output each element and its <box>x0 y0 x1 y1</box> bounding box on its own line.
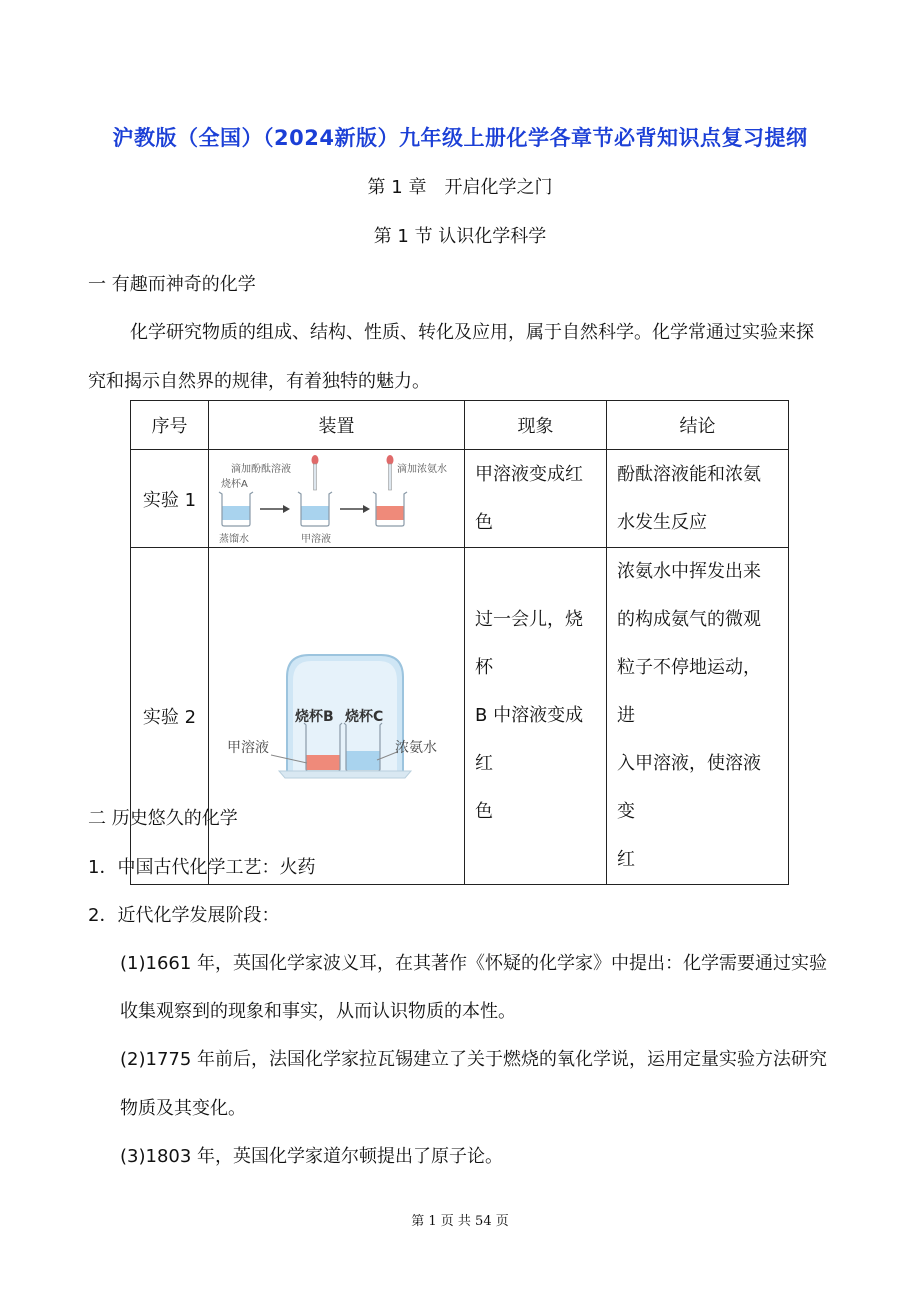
row2-conclusion-line: 浓氨水中挥发出来 <box>617 561 761 582</box>
page-footer: 第 1 页 共 54 页 <box>411 1214 509 1229</box>
row1-conclusion-line: 水发生反应 <box>617 511 707 533</box>
paragraph-1-line-2: 究和揭示自然界的规律，有着独特的魅力。 <box>88 371 430 392</box>
label-distilled-water: 蒸馏水 <box>219 534 249 545</box>
row1-phenomenon-line: 色 <box>475 511 493 533</box>
table-row <box>131 450 789 548</box>
sub-item-3: (3)1803 年，英国化学家道尔顿提出了原子论。 <box>120 1146 504 1167</box>
row1-phenomenon <box>465 450 607 548</box>
row2-conclusion <box>607 548 789 885</box>
label-solution-a: 甲溶液 <box>301 534 331 545</box>
label-beaker-c: 烧杯C <box>345 708 384 725</box>
label-beaker-b: 烧杯B <box>295 708 334 725</box>
heading-1: 一 有趣而神奇的化学 <box>88 274 256 295</box>
row2-conclusion-line: 红 <box>617 849 635 870</box>
row2-conclusion-line: 的构成氨气的微观 <box>617 609 761 630</box>
row2-phenomenon-line: 色 <box>475 801 493 822</box>
document-title: 沪教版（全国）（2024新版）九年级上册化学各章节必背知识点复习提纲 <box>112 126 808 150</box>
list-item: 2．近代化学发展阶段： <box>88 905 280 926</box>
row2-conclusion-line: 入甲溶液，使溶液变 <box>617 753 761 822</box>
heading-2: 二 历史悠久的化学 <box>88 808 238 829</box>
chapter-title: 第 1 章 开启化学之门 <box>367 177 553 198</box>
label-drop-phenolphthalein: 滴加酚酞溶液 <box>231 464 291 475</box>
sub-item-1-line-2: 收集观察到的现象和事实，从而认识物质的本性。 <box>120 1001 516 1022</box>
table-header-row <box>131 401 789 450</box>
label-drop-ammonia: 滴加浓氨水 <box>397 464 447 475</box>
label-solution-a: 甲溶液 <box>227 739 269 756</box>
beaker-3-icon <box>373 492 407 526</box>
list-item: 1．中国古代化学工艺：火药 <box>88 857 316 878</box>
label-beaker-a: 烧杯A <box>221 479 248 490</box>
dropper-icon-2 <box>387 455 394 490</box>
row2-phenomenon-line: B 中溶液变成红 <box>475 705 584 774</box>
beaker-2-icon <box>298 492 332 526</box>
row2-conclusion-line: 粒子不停地运动，进 <box>617 657 761 726</box>
table-row <box>131 548 789 885</box>
experiment-2-figure <box>209 595 464 838</box>
section-title: 第 1 节 认识化学科学 <box>373 226 547 247</box>
sub-item-2-line-2: 物质及其变化。 <box>120 1098 246 1119</box>
row1-seq: 实验 1 <box>131 450 209 548</box>
header-device: 装置 <box>209 401 465 450</box>
header-conclusion: 结论 <box>607 401 789 450</box>
row2-phenomenon-line: 过一会儿，烧杯 <box>475 609 583 678</box>
label-ammonia-water: 浓氨水 <box>395 739 437 756</box>
row1-conclusion-line: 酚酞溶液能和浓氨 <box>617 463 761 485</box>
row2-phenomenon <box>465 548 607 885</box>
paragraph-1-line-1: 化学研究物质的组成、结构、性质、转化及应用，属于自然科学。化学常通过实验来探 <box>130 322 814 343</box>
header-phenomenon: 现象 <box>465 401 607 450</box>
header-seq: 序号 <box>131 401 209 450</box>
arrow-icon-2 <box>340 505 370 513</box>
arrow-icon-1 <box>260 505 290 513</box>
sub-item-1-line-1: (1)1661 年，英国化学家波义耳，在其著作《怀疑的化学家》中提出：化学需要通过实验 <box>120 953 828 974</box>
sub-item-2-line-1: (2)1775 年前后，法国化学家拉瓦锡建立了关于燃烧的氧化学说，运用定量实验方法研究 <box>120 1049 828 1070</box>
experiment-1-figure <box>209 450 464 547</box>
row2-device <box>209 548 465 885</box>
row1-conclusion <box>607 450 789 548</box>
dropper-icon-1 <box>312 455 319 490</box>
row2-seq: 实验 2 <box>131 548 209 885</box>
beaker-1-icon <box>219 492 253 526</box>
row1-device <box>209 450 465 548</box>
row1-phenomenon-line: 甲溶液变成红 <box>475 463 583 485</box>
